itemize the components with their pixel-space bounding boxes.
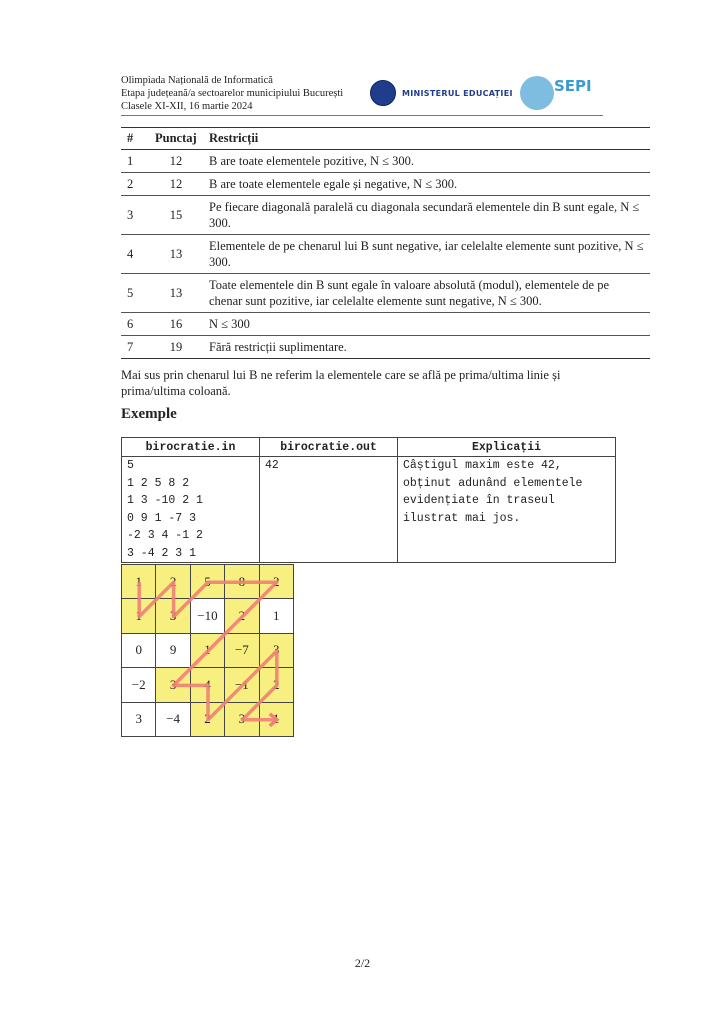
grid-cell: 3 <box>259 633 293 667</box>
subtask-restriction: Toate elementele din B sunt egale în valoare absolută (modul), elementele de pe chenar sunt pozitive, iar celelalte elemente sunt negative, N ≤ 300. <box>203 274 650 313</box>
contest-header <box>121 74 343 113</box>
table-row <box>121 235 650 274</box>
subtask-restriction: B are toate elementele egale și negative, N ≤ 300. <box>203 173 650 196</box>
grid-cell: 2 <box>190 702 224 736</box>
subtask-number: 6 <box>121 313 149 336</box>
subtask-number: 2 <box>121 173 149 196</box>
col-header: Explicații <box>398 438 616 457</box>
table-row <box>121 173 650 196</box>
subtask-restriction: N ≤ 300 <box>203 313 650 336</box>
subtask-number: 1 <box>121 150 149 173</box>
subtask-restriction: Pe fiecare diagonală paralelă cu diagonala secundară elementele din B sunt egale, N ≤ 300. <box>203 196 650 235</box>
col-header: birocratie.out <box>260 438 398 457</box>
example-table <box>121 437 616 563</box>
subtask-number: 3 <box>121 196 149 235</box>
col-header: Restricții <box>203 128 650 150</box>
path-overlay <box>121 564 296 739</box>
sepi-logo <box>520 76 610 112</box>
subtask-points: 15 <box>149 196 203 235</box>
page-number: 2/2 <box>354 956 371 970</box>
examples-heading: Exemple <box>121 406 177 422</box>
grid-cell: 0 <box>122 633 156 667</box>
table-row <box>121 274 650 313</box>
grid-cell: 3 <box>122 702 156 736</box>
grid-cell: 1 <box>122 599 156 633</box>
col-header: # <box>121 128 149 150</box>
subtask-restriction: Fără restricții suplimentare. <box>209 340 347 354</box>
grid-cell: 9 <box>156 633 190 667</box>
subtask-number: 4 <box>121 235 149 274</box>
header-line: Etapa județeană/a sectoarelor municipiului București <box>121 88 344 99</box>
subtask-points: 13 <box>149 274 203 313</box>
sepi-logo-text: SEPI <box>554 77 592 95</box>
grid-cell: 4 <box>190 668 224 702</box>
note-text: Mai sus prin chenarul lui B ne referim la elementele care se află pe prima/ultima linie și prima/ultima coloană. <box>121 368 561 398</box>
grid-cell: 1 <box>190 633 224 667</box>
header-line: Olimpiada Națională de Informatică <box>121 75 273 86</box>
grid-cell: 2 <box>259 668 293 702</box>
table-row <box>121 336 650 359</box>
subtask-number: 5 <box>121 274 149 313</box>
header-divider <box>121 115 603 116</box>
restrictions-table <box>121 127 650 359</box>
grid-cell: −10 <box>190 599 224 633</box>
header-line: Clasele XI-XII, 16 martie 2024 <box>121 101 253 112</box>
grid-cell: 1 <box>259 599 293 633</box>
grid-cell: 8 <box>225 565 259 599</box>
grid-cell: 1 <box>122 565 156 599</box>
table-row <box>121 150 650 173</box>
subtask-restriction: B are toate elementele pozitive, N ≤ 300. <box>203 150 650 173</box>
table-row <box>121 196 650 235</box>
col-header: Punctaj <box>149 128 203 150</box>
grid-cell: −7 <box>225 633 259 667</box>
example-input: 5 1 2 5 8 2 1 3 -10 2 1 0 9 1 -7 3 -2 3 4 -1 2 3 -4 2 3 1 <box>122 457 260 563</box>
seal-icon <box>370 80 396 106</box>
subtask-restriction: Elementele de pe chenarul lui B sunt negative, iar celelalte elemente sunt pozitive, N ≤ 300. <box>203 235 650 274</box>
subtask-points: 12 <box>149 150 203 173</box>
table-row <box>121 313 650 336</box>
grid-cell: 3 <box>156 668 190 702</box>
grid-cell: 1 <box>259 702 293 736</box>
path-line <box>139 582 277 720</box>
subtask-number: 7 <box>127 340 134 354</box>
ministry-logo-text: MINISTERUL EDUCAȚIEI <box>402 88 513 98</box>
grid-cell: 2 <box>259 565 293 599</box>
subtask-points: 12 <box>149 173 203 196</box>
subtask-points: 13 <box>149 235 203 274</box>
example-explanation: Câștigul maxim este 42, obținut adunând elementele evidențiate în traseul ilustrat mai jos. <box>398 457 616 563</box>
sepi-circuit-icon <box>520 76 554 110</box>
subtask-points: 19 <box>169 340 183 354</box>
grid-cell: −4 <box>156 702 190 736</box>
grid-cell: 2 <box>225 599 259 633</box>
col-header: birocratie.in <box>122 438 260 457</box>
grid-cell: −1 <box>225 668 259 702</box>
grid-cell: 3 <box>156 599 190 633</box>
grid-cell: 3 <box>225 702 259 736</box>
grid-cell: −2 <box>122 668 156 702</box>
grid-cell: 5 <box>190 565 224 599</box>
ministry-logo <box>370 80 513 106</box>
grid-cell: 2 <box>156 565 190 599</box>
subtask-points: 16 <box>149 313 203 336</box>
example-output: 42 <box>260 457 398 563</box>
